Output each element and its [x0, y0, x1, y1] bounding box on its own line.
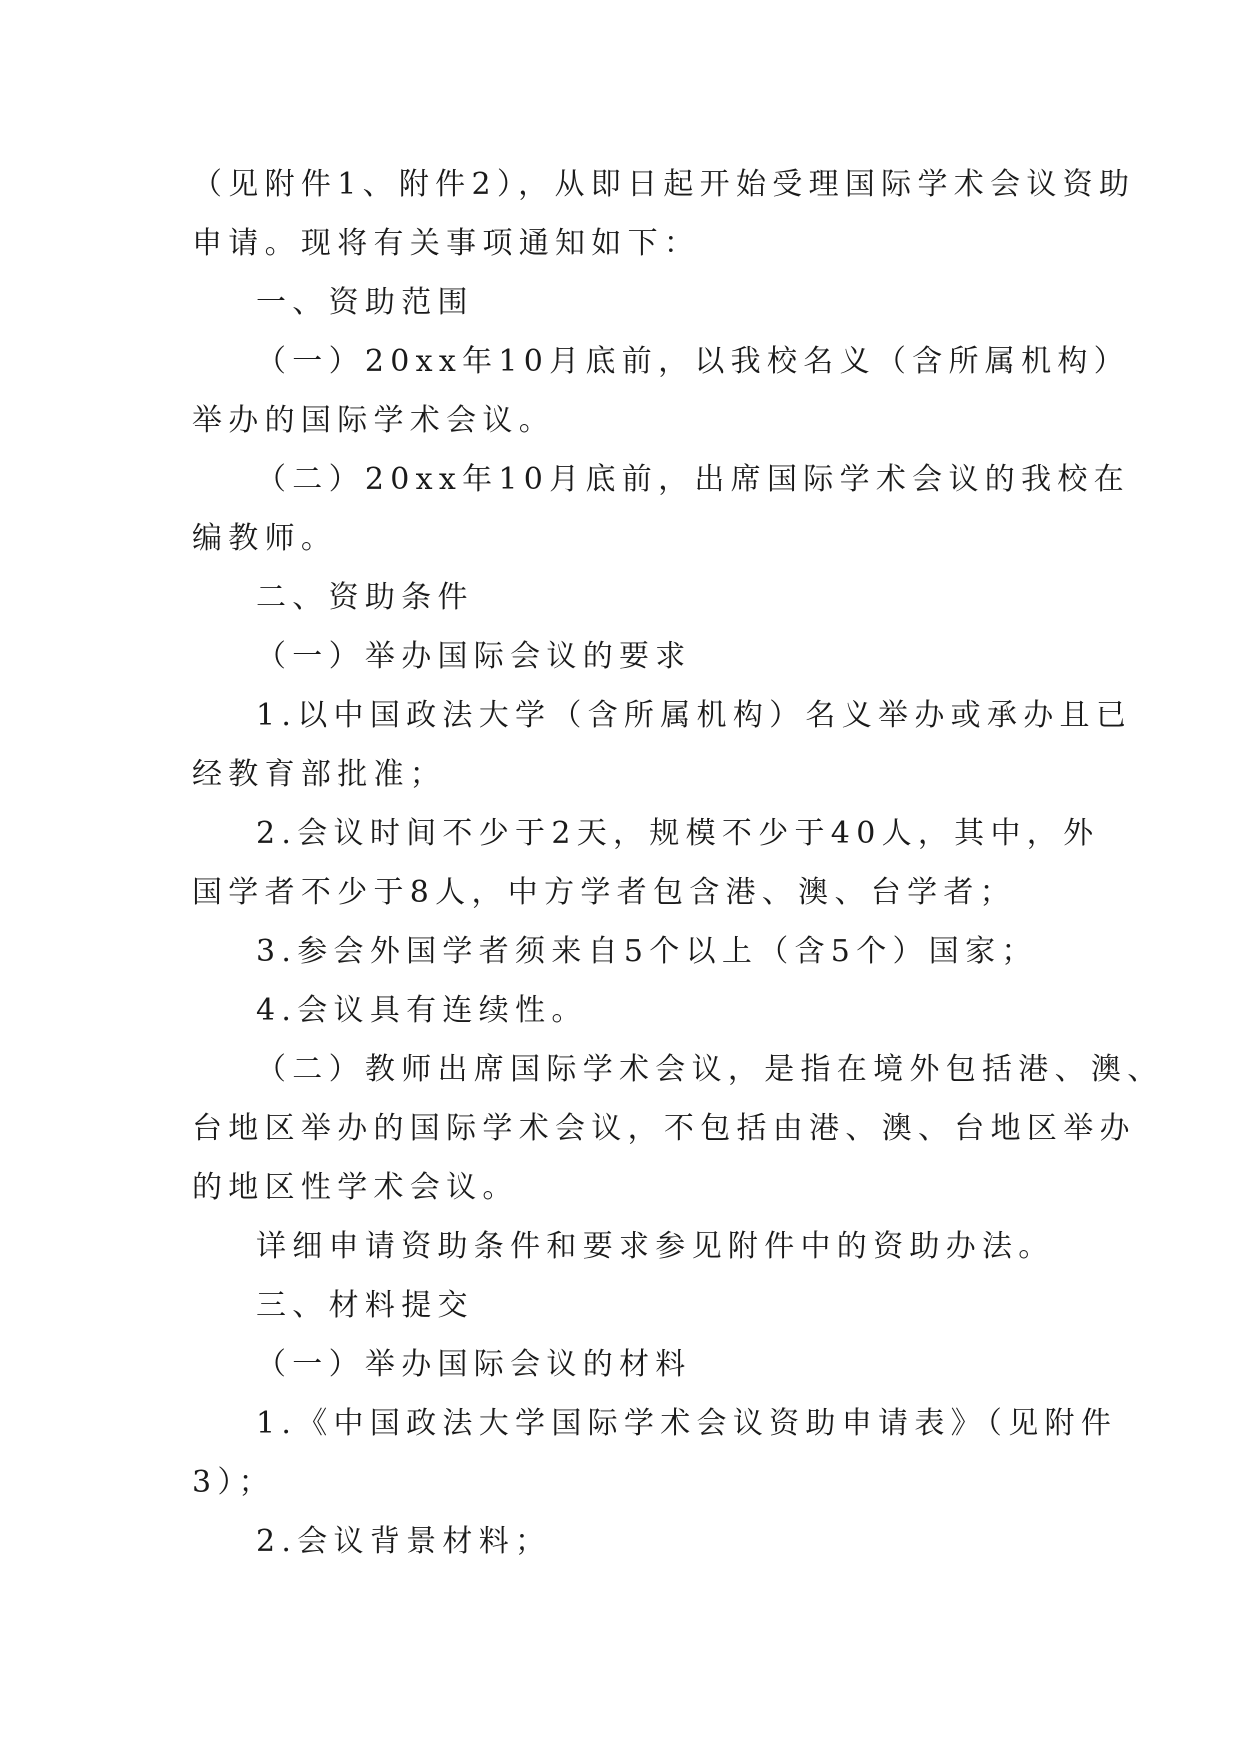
text-line: 3）； [192, 1465, 275, 1500]
text-line: 台地区举办的国际学术会议，不包括由港、澳、台地区举办 [192, 1111, 1136, 1146]
section-heading: 二、资助条件 [256, 580, 474, 615]
text-line: 的地区性学术会议。 [192, 1170, 519, 1205]
text-line: （二）教师出席国际学术会议，是指在境外包括港、澳、 [256, 1052, 1164, 1087]
text-line: 经教育部批准； [192, 757, 447, 792]
text-line: （二）20xx年10月底前，出席国际学术会议的我校在 [256, 462, 1130, 497]
section-heading: 一、资助范围 [256, 285, 474, 320]
text-line: 举办的国际学术会议。 [192, 403, 555, 438]
section-heading: 三、材料提交 [256, 1288, 474, 1323]
text-line: 2.会议时间不少于2天，规模不少于40人，其中，外 [256, 816, 1100, 851]
subsection-heading: （一）举办国际会议的要求 [256, 639, 692, 674]
text-line: 详细申请资助条件和要求参见附件中的资助办法。 [256, 1229, 1055, 1264]
text-line: （见附件1、附件2），从即日起开始受理国际学术会议资助 [192, 167, 1136, 202]
text-line: （一）20xx年10月底前，以我校名义（含所属机构） [256, 344, 1130, 379]
text-line: 国学者不少于8人，中方学者包含港、澳、台学者； [192, 875, 1016, 910]
text-line: 申请。现将有关事项通知如下： [192, 226, 701, 261]
text-line: 3.参会外国学者须来自5个以上（含5个）国家； [256, 934, 1038, 969]
text-line: 4.会议具有连续性。 [256, 993, 588, 1028]
text-line: 2.会议背景材料； [256, 1524, 552, 1559]
text-line: 编教师。 [192, 521, 338, 556]
text-line: 1.《中国政法大学国际学术会议资助申请表》（见附件 [256, 1406, 1118, 1441]
text-line: 1.以中国政法大学（含所属机构）名义举办或承办且已 [256, 698, 1133, 733]
subsection-heading: （一）举办国际会议的材料 [256, 1347, 692, 1382]
